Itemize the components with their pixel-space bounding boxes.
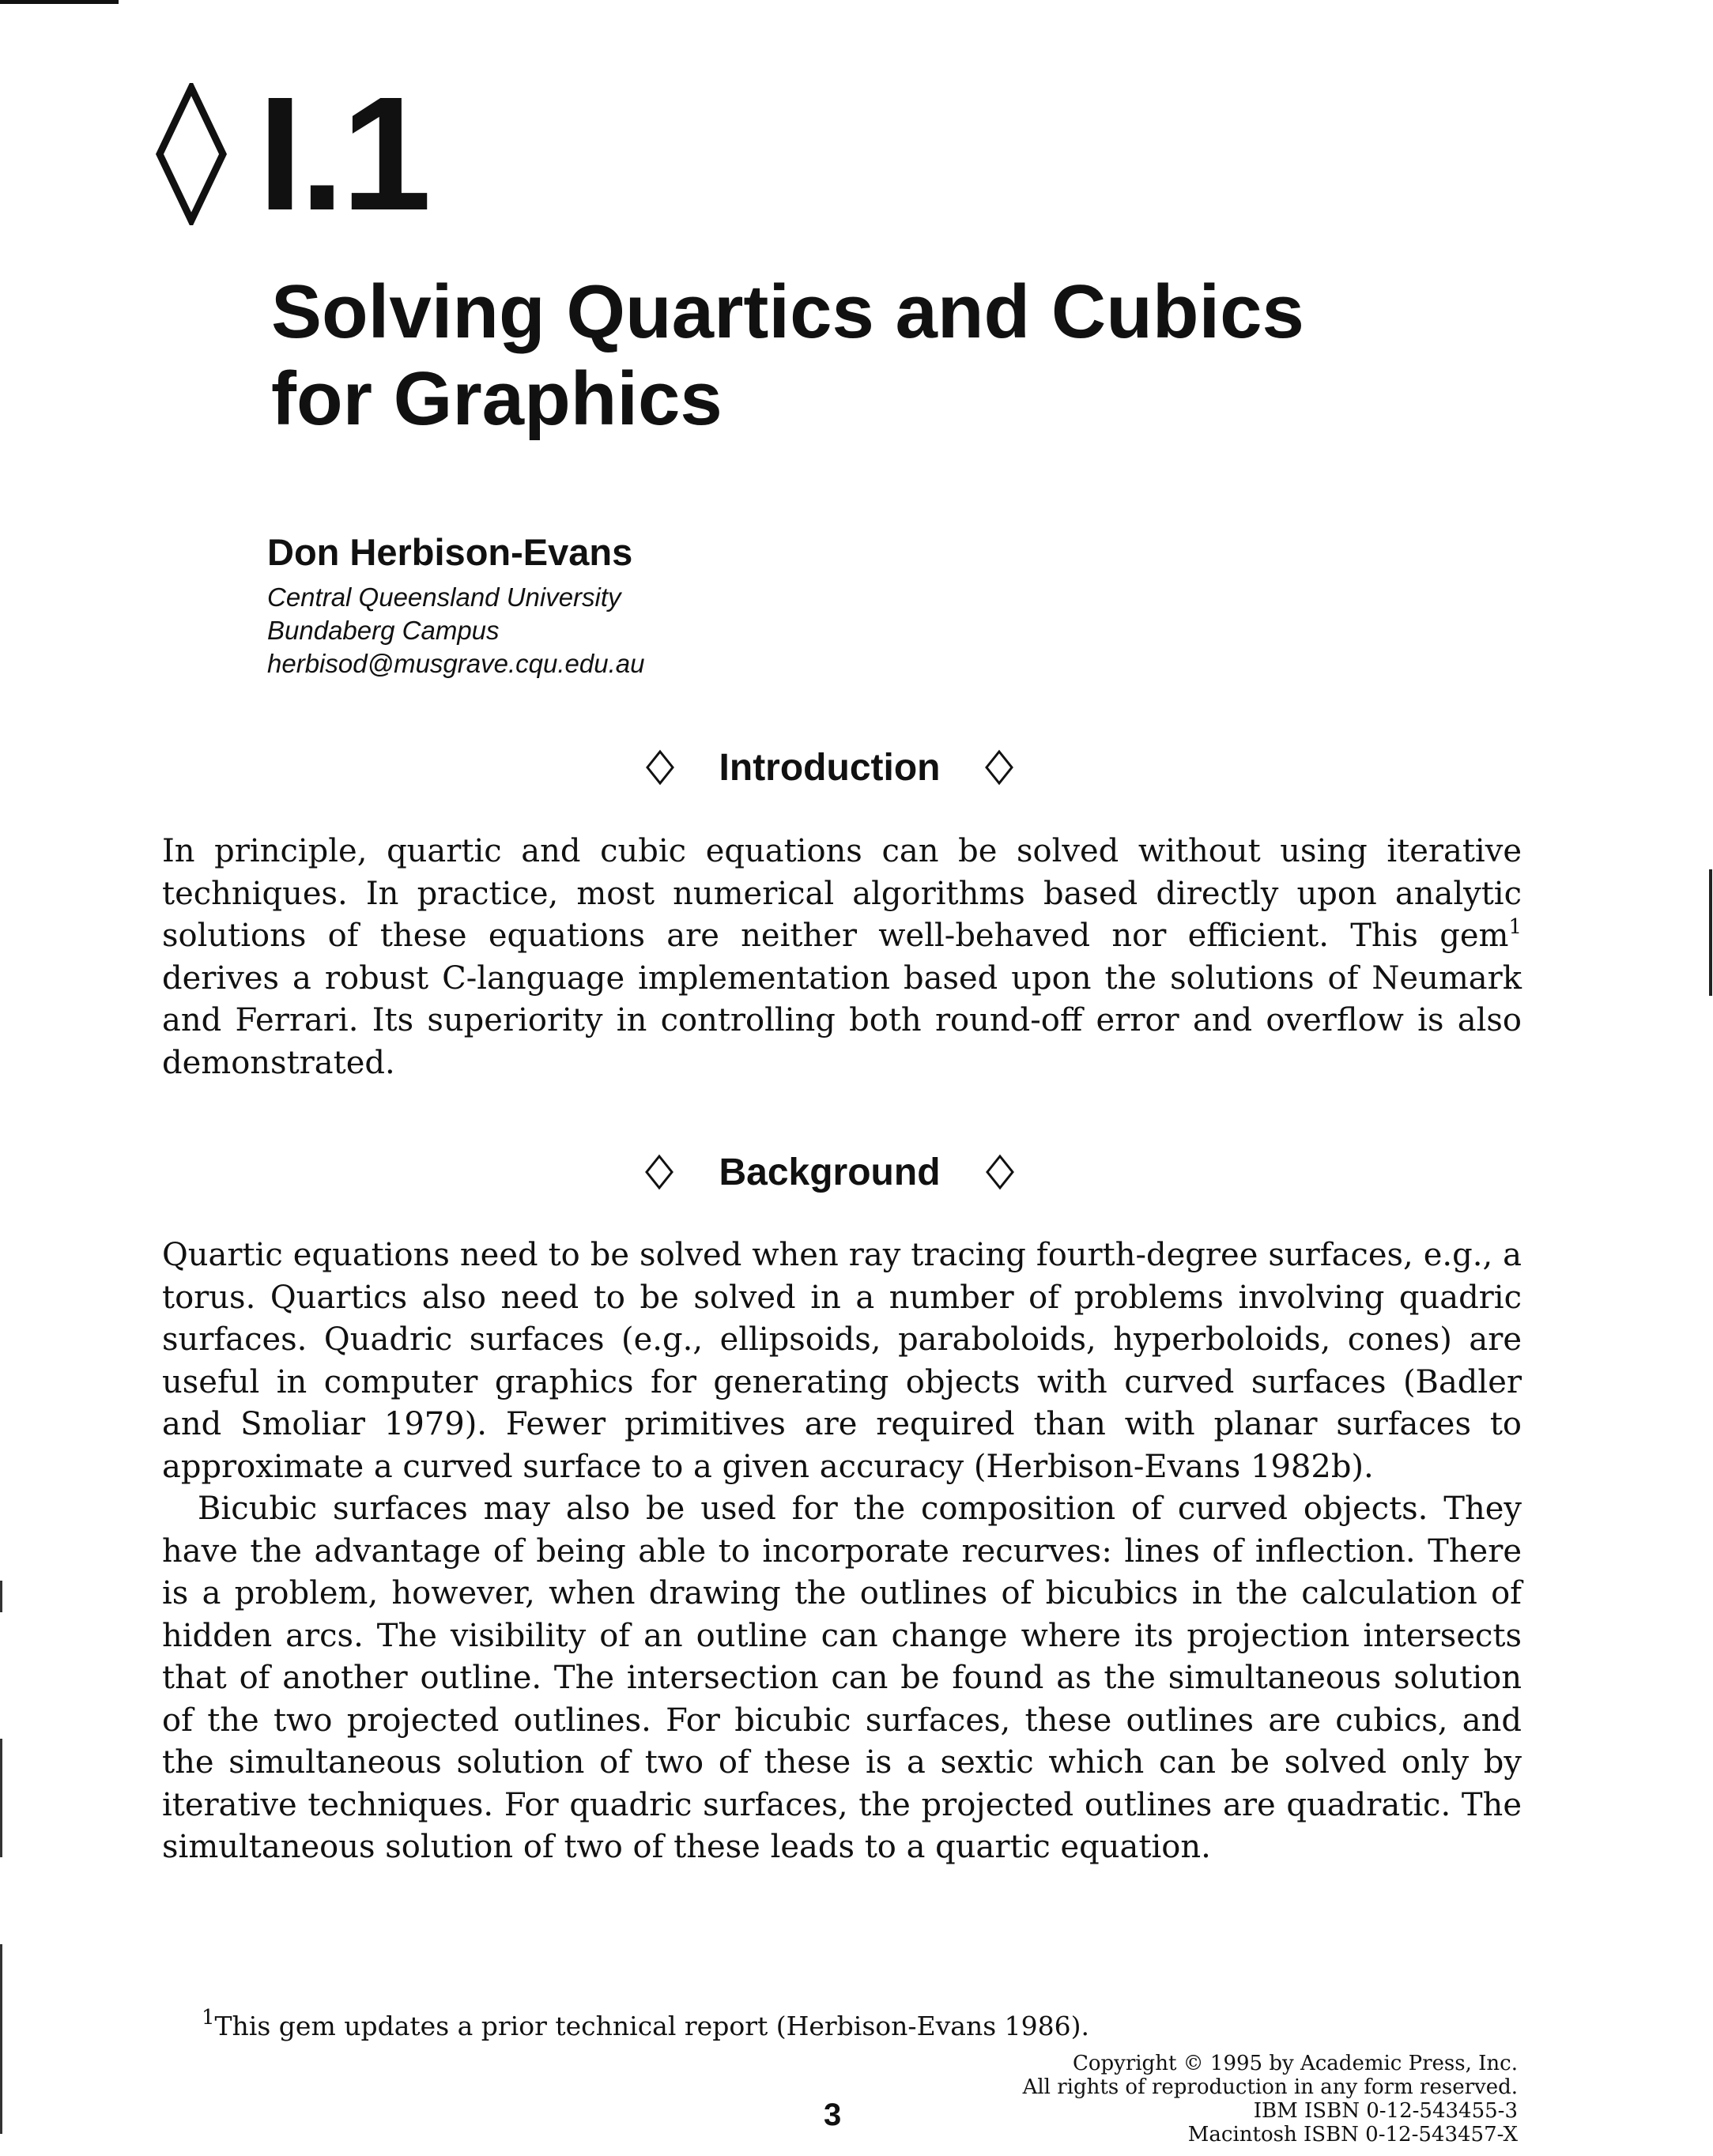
left-edge-scan-mark (0, 1944, 2, 2134)
copyright-line: Copyright © 1995 by Academic Press, Inc. (1072, 2052, 1518, 2075)
page-number: 3 (824, 2098, 842, 2132)
background-body (162, 1234, 1522, 1869)
diamond-icon (155, 83, 228, 225)
diamond-icon (985, 1154, 1015, 1190)
paragraph-text: In principle, quartic and cubic equations can be solved without using iterative techniques. In practice, most numerical algorithms based directly upon analytic solutions of these equations are neither well-behaved nor efficient. This gem (162, 833, 1522, 954)
left-edge-scan-mark (0, 1739, 2, 1857)
chapter-number: I.1 (258, 63, 428, 244)
footnote (202, 2006, 1089, 2044)
title-line-1: Solving Quartics and Cubics (271, 270, 1304, 354)
author-email: herbisod@musgrave.cqu.edu.au (267, 649, 645, 678)
author-name: Don Herbison-Evans (267, 531, 633, 573)
diamond-icon (645, 749, 675, 786)
paragraph: Quartic equations need to be solved when ray tracing fourth-degree surfaces, e.g., a torus. Quartics also need to be solved in a number of problems involving quadric surfaces. Quadric surfaces (e.g., ellipsoids, paraboloids, hyperboloids, cones) are useful in computer graphics for generating objects with curved surfaces (Badler and Smoliar 1979). Fewer primitives are required than with planar surfaces to approximate a curved surface to a given accuracy (Herbison-Evans 1982b). (162, 1237, 1522, 1485)
rights-line: All rights of reproduction in any form reserved. (1022, 2075, 1518, 2099)
corner-scan-rule (0, 0, 119, 4)
right-edge-scan-mark (1709, 869, 1712, 996)
author-campus: Bundaberg Campus (267, 616, 500, 645)
diamond-icon (644, 1154, 674, 1190)
introduction-body (162, 831, 1522, 1084)
isbn-macintosh: Macintosh ISBN 0-12-543457-X (1187, 2123, 1518, 2147)
left-edge-scan-mark (0, 1581, 2, 1612)
diamond-icon (984, 749, 1014, 786)
paragraph (162, 831, 1522, 1084)
author-block (267, 527, 644, 680)
page-title (271, 269, 1536, 443)
chapter-heading (155, 63, 428, 244)
section-title: Background (719, 1151, 941, 1193)
section-title: Introduction (719, 746, 941, 789)
paragraph: Bicubic surfaces may also be used for the composition of curved objects. They have the advantage of being able to incorporate recurves: lines of inflection. There is a problem, however, when drawing the outlines of bicubics in the calculation of hidden arcs. The visibility of an outline can change where its projection intersects that of another outline. The intersection can be found as the simultaneous solution of the two projected outlines. For bicubic surfaces, these outlines are cubics, and the simultaneous solution of two of these is a sextic which can be solved only by iterative techniques. For quadric surfaces, the projected outlines are quadratic. The simultaneous solution of two of these leads to a quartic equation. (162, 1491, 1522, 1865)
copyright-notice (917, 2052, 1518, 2147)
title-line-2: for Graphics (271, 356, 723, 441)
author-affiliation: Central Queensland University (267, 582, 621, 612)
section-heading-introduction (0, 740, 1713, 795)
footnote-text: This gem updates a prior technical report (Herbison-Evans 1986). (214, 2011, 1089, 2041)
footnote-ref: 1 (1508, 914, 1522, 939)
paragraph-text: derives a robust C-language implementation based upon the solutions of Neumark and Ferrari. Its superiority in controlling both round-off error and overflow is also demonstrated. (162, 959, 1522, 1081)
isbn-ibm: IBM ISBN 0-12-543455-3 (1253, 2099, 1518, 2123)
footnote-marker: 1 (202, 2006, 215, 2030)
section-heading-background (0, 1144, 1713, 1200)
